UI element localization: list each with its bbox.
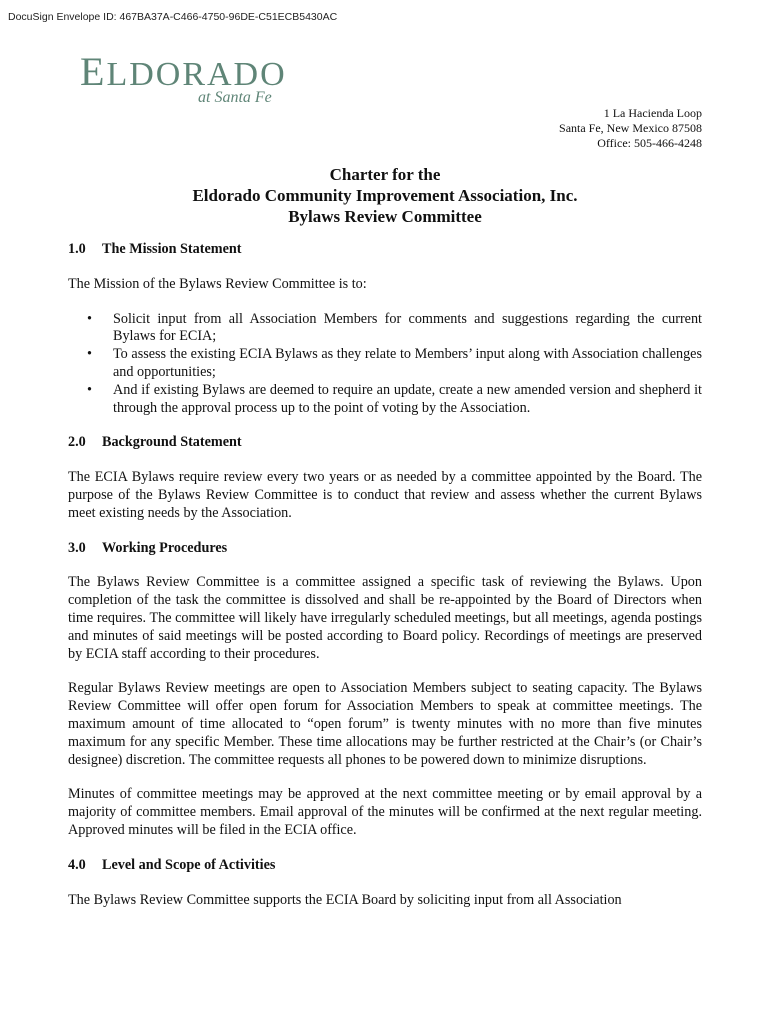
- section-title: Working Procedures: [102, 539, 228, 556]
- document-body: [68, 241, 702, 926]
- list-item: • To assess the existing ECIA Bylaws as they relate to Members’ input along with Association challenges and opportunities;: [68, 346, 702, 382]
- section-number: 4.0: [68, 856, 86, 873]
- section-title: Background Statement: [102, 434, 242, 451]
- title-line-3: Bylaws Review Committee: [288, 207, 482, 226]
- section-number: 1.0: [68, 241, 86, 257]
- address-block: [559, 106, 702, 151]
- title-line-1: Charter for the: [329, 165, 441, 184]
- logo-tagline: at Santa Fe: [198, 89, 272, 106]
- address-line-1: 1 La Hacienda Loop: [603, 106, 702, 120]
- document-title: [0, 164, 770, 227]
- section-number: 2.0: [68, 434, 86, 451]
- logo-wordmark: [80, 49, 287, 94]
- section-number: 3.0: [68, 539, 86, 556]
- section-title: Level and Scope of Activities: [102, 856, 276, 873]
- section-4-paragraph: The Bylaws Review Committee supports the ECIA Board by soliciting input from all Association: [68, 891, 622, 908]
- section-2-heading: [68, 434, 702, 452]
- section-3-heading: [68, 540, 702, 558]
- address-line-3: Office: 505-466-4248: [597, 136, 702, 150]
- section-3-paragraph-2: Regular Bylaws Review meetings are open to Association Members subject to seating capacity. The Bylaws Review Committee will offer open forum for Association Members to speak at committee meetings. The maximum amount of time allocated to “open forum” is twenty minutes with no more than five minutes maximum for any specific Member. These time allocations may be further restricted at the Chair’s (or Chair’s designee) discretion. The committee requests all phones to be powered down to minimize disruptions.: [68, 680, 702, 768]
- address-line-2: Santa Fe, New Mexico 87508: [559, 121, 702, 135]
- section-4-heading: [68, 857, 702, 875]
- title-line-2: Eldorado Community Improvement Association, Inc.: [192, 186, 578, 205]
- section-3-paragraph-1: The Bylaws Review Committee is a committee assigned a specific task of reviewing the Bylaws. Upon completion of the task the committee is dissolved and shall be re-appointed by the Board of Directors when time requires. The committee will likely have irregularly scheduled meetings, but all meetings, agenda postings and minutes of said meetings will be posted according to Board policy. Recordings of meetings are preserved by ECIA staff according to their procedures.: [68, 574, 702, 662]
- section-title: The Mission Statement: [102, 241, 242, 257]
- section-3-paragraph-3: Minutes of committee meetings may be approved at the next committee meeting or by email approval by a majority of committee members. Email approval of the minutes will be confirmed at the next regular meeting. Approved minutes will be filed in the ECIA office.: [68, 786, 702, 838]
- logo-main-text: ELDORADO: [80, 49, 287, 94]
- section-1-intro: The Mission of the Bylaws Review Committee is to:: [68, 275, 367, 292]
- list-item: • Solicit input from all Association Members for comments and suggestions regarding the current Bylaws for ECIA;: [68, 311, 702, 347]
- section-1-heading: [68, 241, 702, 259]
- mission-bullet-list: [68, 311, 702, 418]
- list-item: • And if existing Bylaws are deemed to require an update, create a new amended version and shepherd it through the approval process up to the point of voting by the Association.: [68, 382, 702, 418]
- envelope-id: DocuSign Envelope ID: 467BA37A-C466-4750-96DE-C51ECB5430AC: [8, 11, 338, 23]
- section-2-paragraph: The ECIA Bylaws require review every two years or as needed by a committee appointed by the Board. The purpose of the Bylaws Review Committee is to conduct that review and assess whether the current Bylaws meet existing needs by the Association.: [68, 469, 702, 521]
